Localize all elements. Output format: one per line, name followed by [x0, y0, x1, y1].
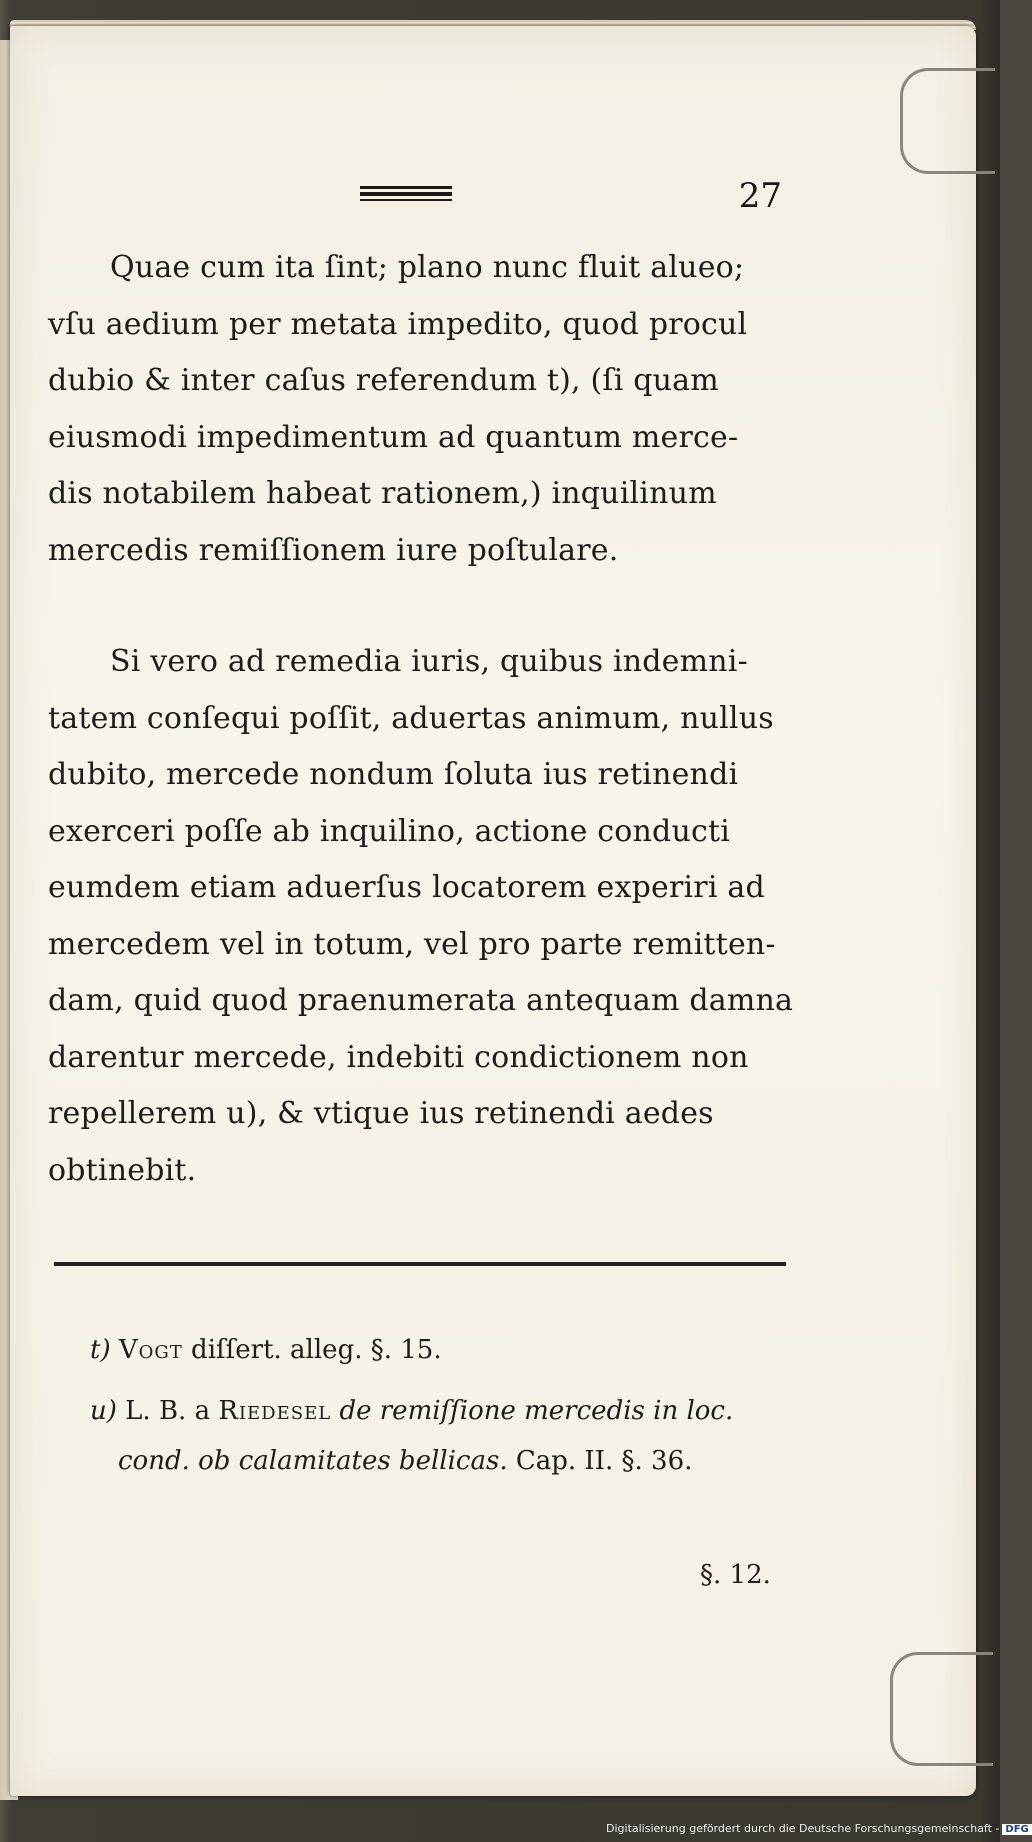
footnote-reference: Cap. II. §. 36.: [515, 1446, 693, 1476]
header-ornament-rule: [360, 186, 452, 201]
text-line: exerceri poſſe ab inquilino, actione conducti: [48, 813, 731, 849]
text-line: dis notabilem habeat rationem,) inquilinum: [48, 476, 717, 511]
text-line: mercedis remiſſionem iure poſtulare.: [48, 532, 619, 568]
text-line: repellerem u), & vtique ius retinendi aedes: [48, 1096, 714, 1131]
text-line: eumdem etiam aduerſus locatorem experiri ad: [48, 870, 765, 905]
text-line: darentur mercede, indebiti condictionem non: [48, 1039, 749, 1075]
text-line: eiusmodi impedimentum ad quantum merce-: [48, 419, 739, 455]
text-line: vſu aedium per metata impedito, quod procul: [48, 306, 748, 342]
footnote-t: [90, 1335, 830, 1365]
page-number: 27: [738, 176, 782, 216]
catchword: §. 12.: [700, 1560, 771, 1590]
text-line: dubito, mercede nondum ſoluta ius retinendi: [48, 757, 739, 792]
text-line: obtinebit.: [48, 1152, 197, 1188]
page-clip-bottom: [890, 1652, 993, 1766]
footnote-title-continued: cond. ob calamitates bellicas.: [118, 1446, 508, 1476]
paragraph-2: [48, 634, 794, 1199]
footnote-author-prefix: L. B. a: [125, 1396, 211, 1426]
digitization-credit: [606, 1822, 1032, 1835]
footnote-marker: t): [90, 1335, 111, 1365]
digitization-credit-text: Digitalisierung gefördert durch die Deutsche Forschungsgemeinschaft -: [606, 1822, 1000, 1835]
text-line: mercedem vel in totum, vel pro parte remitten-: [48, 926, 776, 962]
footnote-u-continued: [118, 1446, 858, 1476]
footnote-u: [90, 1396, 830, 1426]
text-line: Quae cum ita ſint; plano nunc fluit alueo;: [110, 250, 745, 285]
text-line: tatem conſequi poſſit, aduertas animum, nullus: [48, 700, 774, 736]
text-line: dam, quid quod praenumerata antequam damna: [48, 983, 794, 1018]
dfg-logo: DFG: [1002, 1824, 1031, 1835]
footnote-author: Vogt: [118, 1335, 183, 1365]
footnote-marker: u): [90, 1396, 117, 1426]
footnote-separator-rule: [54, 1262, 786, 1266]
footnote-author: Riedesel: [218, 1396, 332, 1426]
text-line: dubio & inter caſus referendum t), (ſi quam: [48, 363, 719, 398]
text-line: Si vero ad remedia iuris, quibus indemni-: [110, 644, 748, 679]
paragraph-1: [48, 240, 788, 579]
footnote-title: de remiſſione mercedis in loc.: [339, 1396, 734, 1426]
footnote-citation: diſſert. alleg. §. 15.: [191, 1335, 442, 1365]
page-clip-top: [900, 68, 995, 174]
